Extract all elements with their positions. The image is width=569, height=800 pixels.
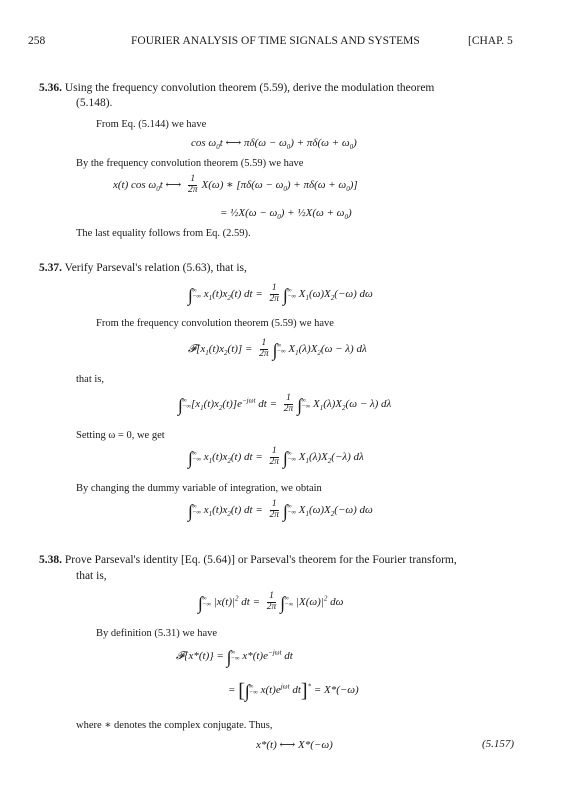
equation-modulation: x(t) $\cos \omega_0t$ ⟷ $\frac{1}{2\pi}$ X(ω) ∗ $[\pi\delta(\omega - \omega_0) + \pi\delta(\omega + \omega_0)]$ (113, 174, 358, 195)
problem-number: 5.37. (39, 262, 62, 274)
problem-5-37 (39, 262, 247, 274)
equation-convolution-integral: ∫ ∞ −∞ $[x_1(t)x_2(t)]e^{-j\omega t}$ dt = $\frac{1}{2\pi}$ ∫ ∞ −∞ $X_1(\lambda)X_2(\omega - \lambda)$ dλ (178, 393, 392, 415)
equation-parseval-result: ∫ ∞ −∞ $x_1(t)x_2(t)$ dt = $\frac{1}{2\pi}$ ∫ ∞ −∞ $X_1(\omega)X_2(-\omega)$ dω (188, 499, 373, 521)
problem-statement-cont: (5.148). (76, 97, 113, 109)
problem-5-36 (39, 82, 434, 94)
equation-conjugate-definition: 𝓕{x*(t)} = ∫ ∞ −∞ $x*(t)e^{-j\omega t}$ dt (176, 647, 293, 667)
text-line: By the frequency convolution theorem (5.59) we have (76, 158, 304, 169)
text-line: From Eq. (5.144) we have (96, 119, 207, 130)
chapter-label: [CHAP. 5 (468, 35, 513, 47)
text-line: Setting ω = 0, we get (76, 430, 165, 441)
running-title: FOURIER ANALYSIS OF TIME SIGNALS AND SYSTEMS (131, 35, 420, 47)
page-number: 258 (28, 35, 46, 47)
problem-statement-cont: that is, (76, 570, 107, 582)
equation-cos-transform: $\cos \omega_0t$ ⟷ $\pi\delta(\omega - \omega_0) + \pi\delta(\omega + \omega_0)$ (191, 137, 357, 152)
text-line: where ∗ denotes the complex conjugate. Thus, (76, 720, 273, 731)
problem-number: 5.36. (39, 82, 62, 94)
equation-omega-zero: ∫ ∞ −∞ $x_1(t)x_2(t)$ dt = $\frac{1}{2\pi}$ ∫ ∞ −∞ $X_1(\lambda)X_2(-\lambda)$ dλ (188, 446, 364, 468)
equation-conjugate-result: = [∫ ∞ −∞ $x(t)e^{j\omega t}$ dt]* = X*(−ω) (228, 680, 359, 702)
text-line: By definition (5.31) we have (96, 628, 218, 639)
equation-label: (5.157) (482, 738, 515, 750)
problem-statement: Verify Parseval's relation (5.63), that is, (64, 262, 247, 274)
equation-convolution-transform: $𝓕[x_1(t)x_2(t)]$ = $\frac{1}{2\pi}$ ∫ ∞ −∞ $X_1(\lambda)X_2(\omega - \lambda)$ dλ (188, 338, 367, 360)
problem-number: 5.38. (39, 554, 62, 566)
text-line: By changing the dummy variable of integration, we obtain (76, 483, 322, 494)
problem-statement: Using the frequency convolution theorem (5.59), derive the modulation theorem (64, 82, 435, 94)
equation-parseval-relation: ∫ ∞ −∞ $x_1(t)x_2(t)$ dt = $\frac{1}{2\pi}$ ∫ ∞ −∞ $X_1(\omega)X_2(-\omega)$ dω (188, 283, 373, 305)
problem-statement: Prove Parseval's identity [Eq. (5.64)] or Parseval's theorem for the Fourier transform, (64, 554, 457, 566)
text-line: that is, (76, 374, 104, 385)
problem-5-38 (39, 554, 457, 566)
text-line: The last equality follows from Eq. (2.59). (76, 228, 251, 239)
equation-conjugate-pair: x*(t) ⟷ X*(−ω) (256, 739, 333, 751)
equation-modulation-result: = ½X(ω − $\omega_0$) + ½X(ω + $\omega_0$) (220, 207, 352, 222)
equation-parseval-identity: ∫ ∞ −∞ $|x(t)|^2$ dt = $\frac{1}{2\pi}$ ∫ ∞ −∞ $|X(\omega)|^2$ dω (198, 591, 344, 613)
text-line: From the frequency convolution theorem (5.59) we have (96, 318, 334, 329)
